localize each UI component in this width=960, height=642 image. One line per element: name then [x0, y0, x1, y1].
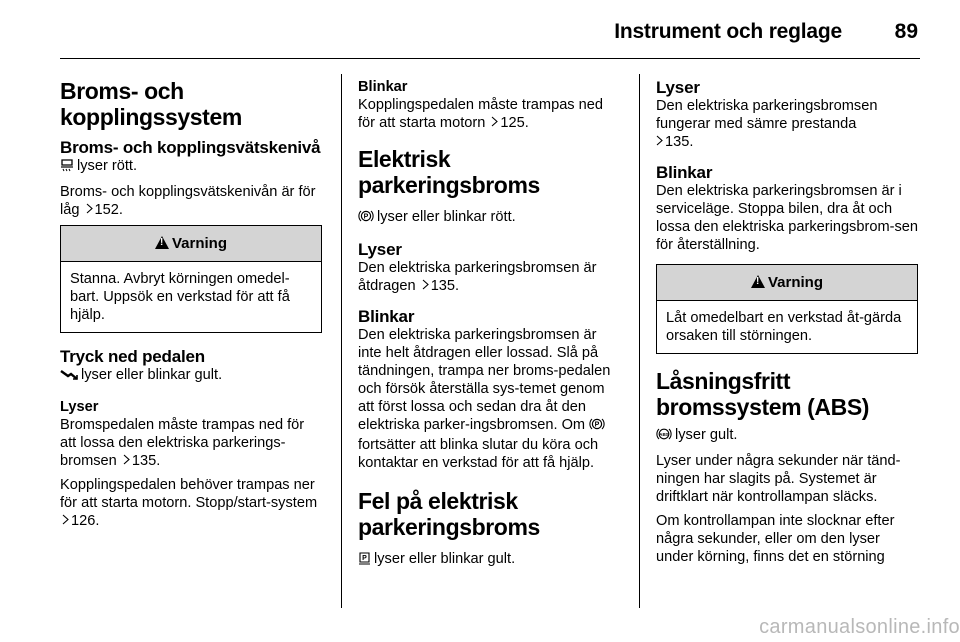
lyser-description: [60, 416, 322, 470]
page-number: 89: [894, 20, 918, 43]
column-divider-2: [639, 74, 640, 608]
press-pedal-icon: [60, 368, 78, 386]
abs-status-text: lyser gult.: [675, 427, 738, 443]
blinkar-description: [358, 96, 620, 132]
header-title: Instrument och reglage: [614, 20, 842, 43]
sub-heading-blinkar: Blinkar: [656, 163, 713, 182]
reference-arrow-icon: [491, 114, 498, 132]
abs-status: [656, 426, 918, 446]
epb-reduced-text: Den elektriska parkeringsbromsen fungerar med sämre prestanda: [656, 98, 878, 132]
epb-reduced-description: [656, 97, 918, 151]
reference-arrow-icon: [422, 277, 429, 295]
page-reference: 135.: [665, 134, 694, 150]
sub-heading-lyser: Lyser: [656, 78, 700, 97]
section-heading-abs: Låsningsfritt bromssystem (ABS): [656, 368, 870, 420]
svg-text:P: P: [594, 421, 600, 429]
parking-brake-fault-icon: [358, 551, 371, 570]
clutch-text: Kopplingspedalen behöver trampas ner för att starta motorn. Stopp/start-system: [60, 477, 318, 511]
column-3: [656, 78, 918, 572]
blinkar-text: Kopplingspedalen måste trampas ned för att starta motorn: [358, 97, 604, 131]
sub-heading-fluid-level: Broms- och kopplingsvätskenivå: [60, 138, 321, 157]
page-reference: 152.: [94, 202, 123, 218]
fluid-level-description: [60, 183, 322, 219]
abs-paragraph-2: Lyser under några sekunder när tänd-ningen har slagits på. Systemet är driftklart när kontrollampan släcks.: [656, 453, 901, 505]
fluid-level-status-text: lyser rött.: [77, 158, 138, 174]
reference-arrow-icon: [86, 201, 93, 219]
epb-lyser-text: Den elektriska parkeringsbromsen är åtdragen: [358, 260, 597, 294]
column-divider-1: [341, 74, 342, 608]
page-reference: 125.: [500, 115, 529, 131]
epb-blinkar-text-a: Den elektriska parkeringsbromsen är inte helt åtdragen eller lossad. Slå på tändningen, trampa ner broms-pedalen och försök återställa sys-temet genom att först lossa och sedan dra åt den elektriska parker-ingsbromsen. Om: [358, 327, 611, 433]
column-2: [358, 78, 620, 576]
section-heading-epb: Elektrisk parkeringsbroms: [358, 146, 540, 198]
reference-arrow-icon: [656, 133, 663, 151]
epb-blinkar-text-b: fortsätter att blinka slutar du köra och kontaktar en verkstad för att få hjälp.: [358, 437, 599, 471]
sub-heading-lyser: Lyser: [358, 240, 402, 259]
fluid-level-status: [60, 157, 322, 177]
sub-heading-blinkar: Blinkar: [358, 79, 408, 95]
svg-text:P: P: [363, 213, 369, 221]
warning-triangle-icon: [155, 236, 169, 249]
parking-brake-icon: [358, 209, 374, 228]
page-reference: 135.: [131, 453, 161, 469]
page-header: [60, 0, 920, 60]
reference-arrow-icon: [62, 512, 69, 530]
reference-arrow-icon: [123, 452, 130, 470]
svg-text:P: P: [362, 555, 367, 562]
epb-status-text: lyser eller blinkar rött.: [377, 209, 516, 225]
fluid-level-text: Broms- och kopplingsvätskenivån är för låg: [60, 184, 316, 218]
press-pedal-status: [60, 366, 322, 386]
page-reference: 135.: [430, 278, 460, 294]
lyser-text: Bromspedalen måste trampas ned för att lossa den elektriska parkerings-bromsen: [60, 417, 305, 469]
abs-paragraph-3: Om kontrollampan inte slocknar efter några sekunder, eller om den lyser under körning, finns det en störning: [656, 513, 895, 565]
sub-heading-press-pedal: Tryck ned pedalen: [60, 347, 205, 366]
column-1: [60, 78, 322, 536]
page-reference: 126.: [71, 513, 100, 529]
sub-heading-lyser: Lyser: [60, 399, 99, 415]
svg-text:ABS: ABS: [659, 432, 669, 437]
epb-lyser-description: [358, 259, 620, 295]
epb-fault-text: lyser eller blinkar gult.: [374, 551, 516, 567]
warning-title: Varning: [171, 235, 227, 252]
parking-brake-icon: [589, 417, 605, 436]
epb-blinkar-description: [358, 326, 620, 472]
warning-box-body: Låt omedelbart en verkstad åt-gärda orsaken till störningen.: [666, 310, 902, 344]
warning-box-1: [60, 225, 322, 333]
warning-triangle-icon: [751, 275, 765, 288]
clutch-description: [60, 476, 322, 530]
warning-title: Varning: [767, 274, 823, 291]
brake-fluid-level-icon: [60, 159, 74, 177]
press-pedal-text: lyser eller blinkar gult.: [81, 367, 223, 383]
warning-box-2: [656, 264, 918, 354]
watermark: carmanualsonline.info: [759, 616, 960, 638]
epb-fault-status: [358, 550, 620, 570]
section-heading-brake-clutch: Broms- och kopplingssystem: [60, 78, 242, 130]
warning-box-body: Stanna. Avbryt körningen omedel-bart. Uppsök en verkstad för att få hjälp.: [70, 271, 290, 323]
warning-box-header: [61, 226, 321, 262]
epb-service-description: Den elektriska parkeringsbromsen är i serviceläge. Stoppa bilen, dra åt och lossa den elektriska parkeringsbrom-sen för återställning.: [656, 183, 918, 253]
header-rule: [60, 58, 920, 59]
sub-heading-blinkar: Blinkar: [358, 307, 415, 326]
abs-icon: [656, 427, 672, 446]
epb-status: [358, 208, 620, 228]
section-heading-epb-fault: Fel på elektrisk parkeringsbroms: [358, 488, 540, 540]
warning-box-header: [657, 265, 917, 301]
